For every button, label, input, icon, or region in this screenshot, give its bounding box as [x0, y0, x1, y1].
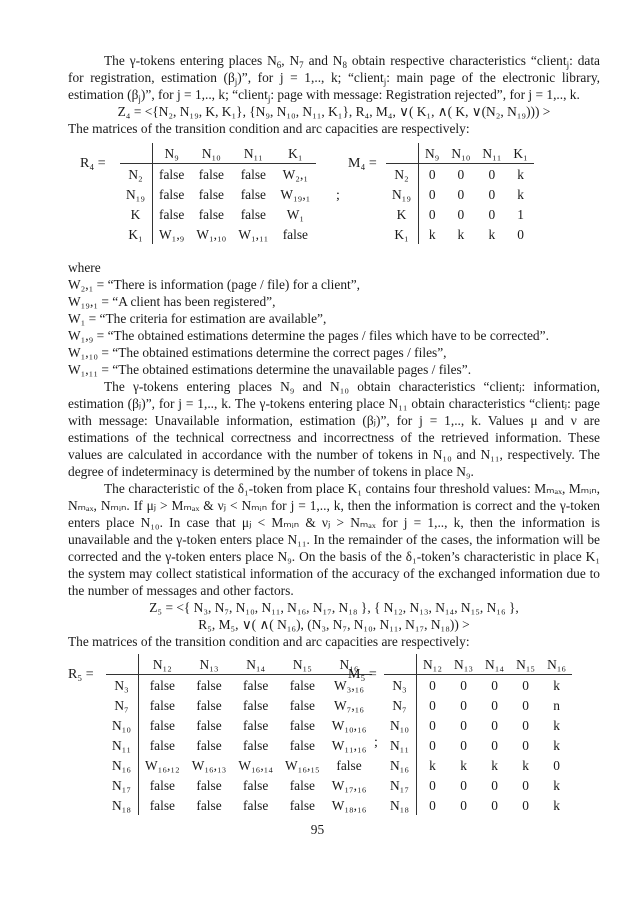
matrix-cell: 0: [522, 717, 529, 733]
formula-z5-line2: R₅, M₅, ∨( ∧( N₁₆), (N₃, N₇, N₁₀, N₁₁, N₁₇, N₁₈)) >: [198, 617, 470, 632]
definition-symbol: W₁,₁₀: [68, 345, 98, 360]
matrix-cell: W₁₁,₁₆: [331, 737, 367, 753]
matrix-row-header: K₁: [386, 224, 419, 244]
matrix-cell: false: [243, 777, 269, 793]
matrix-r4-semicolon: ;: [336, 188, 340, 203]
definition-text: = “The obtained estimations determine the unavailable pages / files”.: [98, 362, 472, 377]
matrix-row: [386, 164, 534, 185]
matrix-row: [384, 795, 572, 815]
matrix-row-header: N₇: [106, 695, 139, 715]
matrix-column-header: N₁₀: [190, 143, 232, 164]
matrix-cell: 0: [488, 166, 496, 182]
matrix-cell: W₁₆,₁₄: [238, 757, 274, 773]
matrix-row-header: N₁₀: [106, 715, 139, 735]
matrix-row: [384, 715, 572, 735]
matrix-row-header: N₁₇: [106, 775, 139, 795]
matrix-cell: false: [196, 737, 222, 753]
matrix-row-header: K: [386, 204, 419, 224]
matrix-row-header: N₁₈: [106, 795, 139, 815]
matrix-cell: 0: [457, 206, 465, 222]
matrix-cell: false: [240, 206, 266, 222]
definition-text: = “The criteria for estimation are available”,: [85, 311, 327, 326]
matrix-cell: 0: [460, 777, 467, 793]
definition-item: [68, 310, 600, 327]
matrix-row: [384, 675, 572, 696]
matrix-cell: false: [149, 777, 175, 793]
matrix-row-header: K: [120, 204, 153, 224]
matrix-cell: false: [243, 697, 269, 713]
matrix-row: [106, 715, 372, 735]
matrix-cell: 0: [491, 797, 498, 813]
matrix-row: [384, 695, 572, 715]
matrix-cell: false: [240, 186, 266, 202]
matrix-column-header: N₉: [153, 143, 191, 164]
definition-symbol: W₁₉,₁: [68, 294, 98, 309]
matrix-cell: W₁₇,₁₆: [331, 777, 367, 793]
matrix-cell: false: [149, 797, 175, 813]
matrix-cell: false: [243, 677, 269, 693]
matrix-corner: [386, 143, 419, 164]
matrix-cell: false: [243, 737, 269, 753]
matrix-row: [384, 775, 572, 795]
matrix-cell: false: [289, 697, 315, 713]
matrix-row: [120, 164, 316, 185]
definition-text: = “A client has been registered”,: [98, 294, 276, 309]
matrix-cell: false: [289, 777, 315, 793]
matrix-cell: false: [282, 226, 308, 242]
matrix-row-header: N₁₈: [384, 795, 417, 815]
matrix-cell: 0: [429, 677, 436, 693]
matrix-cell: false: [149, 717, 175, 733]
matrix-cell: false: [289, 717, 315, 733]
page-body: [68, 52, 600, 846]
definition-text: = “The obtained estimations determine the correct pages / files”,: [98, 345, 447, 360]
matrix-cell: 0: [491, 737, 498, 753]
definition-item: [68, 361, 600, 378]
matrix-cell: false: [149, 677, 175, 693]
matrix-column-header: N₁₅: [510, 654, 541, 675]
matrix-cell: k: [460, 757, 467, 773]
matrix-column-header: N₉: [419, 143, 446, 164]
matrix-column-header: K₁: [507, 143, 533, 164]
matrix-cell: false: [149, 737, 175, 753]
matrix-row-header: N₇: [384, 695, 417, 715]
matrix-row-header: K₁: [120, 224, 153, 244]
matrix-header-row: [106, 654, 372, 675]
matrix-cell: 0: [522, 737, 529, 753]
paragraph-gamma-tokens-n9-n11: The γ-tokens entering places N₉ and N₁₀ obtain characteristics “clientⱼ: information, estimation (βⱼ)”, for j = 1,.., k. The γ-tokens entering place N₁₁ obtain characteristics “clientⱼ: page with message: Unavailable information, estimation (βⱼ)”, for j = 1,.., k. Values μ and ν are estimations of the technical correctness and incorrectness of the retrieved information. These values are calculated in accordance with the number of tokens in N₁₀ and N₁₁, respectively. The degree of indeterminacy is determined by the number of tokens in place N₉.: [68, 379, 600, 479]
matrix-cell: k: [553, 677, 560, 693]
where-label: where: [68, 260, 101, 275]
matrix-cell: W₁₉,₁: [280, 186, 311, 202]
matrix-cell: W₃,₁₆: [334, 677, 365, 693]
matrix-row-header: N₁₀: [384, 715, 417, 735]
matrix-cell: 1: [517, 206, 524, 222]
matrix-row: [384, 755, 572, 775]
matrix-cell: 0: [522, 677, 529, 693]
matrix-cell: false: [198, 186, 224, 202]
matrix-table-m4: [386, 143, 534, 244]
matrix-row-header: N₃: [106, 675, 139, 696]
matrix-column-header: N₁₁: [232, 143, 274, 164]
matrix-row: [106, 795, 372, 815]
definition-symbol: W₁,₉: [68, 328, 94, 343]
matrix-cell: 0: [429, 737, 436, 753]
formula-z4: Z₄ = <{N₂, N₁₉, K, K₁}, {N₉, N₁₀, N₁₁, K₁}, R₄, M₄, ∨( K₁, ∧( K, ∨(N₂, N₁₉))) >: [117, 104, 551, 119]
matrix-cell: 0: [488, 186, 496, 202]
matrix-cell: k: [429, 757, 436, 773]
matrix-cell: 0: [429, 777, 436, 793]
matrices-intro-2: The matrices of the transition condition and arc capacities are respectively:: [68, 634, 470, 649]
matrix-r5-semicolon: ;: [374, 735, 378, 750]
matrix-row: [120, 204, 316, 224]
definition-item: [68, 276, 600, 293]
matrix-cell: W₂,₁: [282, 166, 308, 182]
matrix-cell: false: [196, 797, 222, 813]
matrix-cell: false: [196, 697, 222, 713]
paragraph-gamma-tokens-n6-n8: The γ-tokens entering places $N_6$, $N_7$ and $N_8$ obtain respective characteristics “client$_j$: data for registration, estimation $(\beta_j)$”, for j = 1,.., k; “client$_j$: main page of the electronic library, estimation $(\beta_j)$”, for j = 1,.., k; “client$_j$: page with message: Registration rejected”, for j = 1,.., k.: [68, 53, 600, 104]
matrix-cell: 0: [522, 797, 529, 813]
matrix-cell: 0: [460, 737, 467, 753]
definition-text: = “The obtained estimations determine the pages / files which have to be corrected”.: [93, 328, 549, 343]
matrix-cell: false: [198, 206, 224, 222]
matrix-corner: [384, 654, 417, 675]
matrix-cell: W₁₆,₁₂: [145, 757, 180, 773]
matrix-label-m5: M₅ =: [348, 667, 377, 682]
matrix-cell: k: [428, 226, 436, 242]
matrix-cell: k: [553, 797, 560, 813]
matrix-table-m5: [384, 654, 572, 815]
matrix-cell: false: [196, 777, 222, 793]
matrix-cell: 0: [429, 717, 436, 733]
matrix-column-header: N₁₃: [186, 654, 233, 675]
matrix-row-r4-m4: [68, 143, 600, 255]
definition-symbol: W₂,₁: [68, 277, 94, 292]
matrix-row: [106, 675, 372, 696]
matrix-row-header: N₁₇: [384, 775, 417, 795]
matrix-cell: false: [196, 717, 222, 733]
matrix-cell: false: [336, 757, 362, 773]
matrix-row-r5-m5: [68, 654, 600, 838]
matrix-cell: 0: [491, 777, 498, 793]
matrix-cell: false: [198, 166, 224, 182]
matrix-row: [106, 755, 372, 775]
matrix-cell: k: [488, 226, 496, 242]
matrix-label-m4: M₄ =: [348, 156, 377, 171]
matrix-column-header: N₁₁: [476, 143, 507, 164]
matrix-cell: k: [553, 737, 560, 753]
matrix-header-row: [120, 143, 316, 164]
matrix-cell: 0: [428, 206, 436, 222]
matrix-table-r5: [106, 654, 372, 815]
matrix-cell: 0: [460, 797, 467, 813]
matrix-cell: false: [240, 166, 266, 182]
matrix-column-header: N₁₂: [417, 654, 449, 675]
matrix-label-r4: R₄ =: [80, 156, 106, 171]
definition-symbol: W₁,₁₁: [68, 362, 98, 377]
matrix-cell: 0: [491, 677, 498, 693]
matrix-header-row: [384, 654, 572, 675]
matrix-cell: k: [522, 757, 529, 773]
matrix-cell: 0: [491, 717, 498, 733]
matrix-row: [106, 695, 372, 715]
matrix-column-header: N₁₀: [445, 143, 476, 164]
matrix-cell: W₁,₉: [159, 226, 185, 242]
paragraph-delta-token-thresholds: The characteristic of the δ₁-token from place K₁ contains four threshold values: Mₘₐₓ, Mₘᵢₙ, Nₘₐₓ, Nₘᵢₙ. If μⱼ > Mₘₐₓ & νⱼ < Nₘᵢₙ for j = 1,.., k, then the information is correct and the γ-token enters place N₁₀. In case that μⱼ < Mₘᵢₙ & νⱼ > Nₘₐₓ for j = 1,.., k, then the information is unavailable and the γ-token enters place N₁₁. In the remainder of the cases, the information will be corrected and the γ-token enters place N₉. On the basis of the δ₁-token’s characteristic in place K₁ the system may collect statistical information of the accuracy of the exchanged information due to the number of messages and other factors.: [68, 481, 600, 598]
definition-item: [68, 327, 600, 344]
matrix-r4: [120, 143, 316, 244]
matrix-cell: 0: [429, 697, 436, 713]
matrix-row-header: N₃: [384, 675, 417, 696]
matrix-cell: W₁₀,₁₆: [331, 717, 367, 733]
matrix-header-row: [386, 143, 534, 164]
matrix-cell: false: [289, 797, 315, 813]
matrix-row-header: N₁₉: [386, 184, 419, 204]
matrix-column-header: N₁₂: [139, 654, 186, 675]
matrix-cell: 0: [522, 697, 529, 713]
matrix-cell: false: [159, 166, 185, 182]
matrix-row-header: N₁₁: [106, 735, 139, 755]
matrix-cell: W₁,₁₀: [196, 226, 227, 242]
matrix-cell: 0: [522, 777, 529, 793]
matrix-cell: false: [196, 677, 222, 693]
definitions-list: [68, 276, 600, 378]
matrix-cell: 0: [488, 206, 496, 222]
matrix-cell: 0: [460, 717, 467, 733]
matrix-column-header: N₁₄: [232, 654, 279, 675]
matrix-cell: n: [553, 697, 560, 713]
matrix-row: [106, 775, 372, 795]
matrix-cell: k: [517, 186, 524, 202]
matrix-cell: W₇,₁₆: [334, 697, 365, 713]
matrix-cell: W₁,₁₁: [238, 226, 269, 242]
matrix-row-header: N₁₆: [384, 755, 417, 775]
matrix-cell: W₁₈,₁₆: [331, 797, 367, 813]
definition-item: [68, 344, 600, 361]
matrix-column-header: N₁₆: [541, 654, 572, 675]
matrix-row-header: N₁₁: [384, 735, 417, 755]
matrices-intro-1: The matrices of the transition condition and arc capacities are respectively:: [68, 121, 470, 136]
matrix-m5: [384, 654, 572, 815]
matrix-cell: 0: [457, 166, 465, 182]
matrix-cell: k: [491, 757, 498, 773]
matrix-row: [386, 224, 534, 244]
matrix-cell: 0: [517, 226, 524, 242]
matrix-column-header: N₁₅: [279, 654, 326, 675]
matrix-cell: W₁: [286, 206, 304, 222]
matrix-cell: false: [149, 697, 175, 713]
matrix-cell: W₁₆,₁₃: [191, 757, 227, 773]
matrix-cell: k: [553, 717, 560, 733]
matrix-r5: [106, 654, 372, 815]
matrix-cell: 0: [428, 166, 436, 182]
matrix-label-r5: R₅ =: [68, 667, 94, 682]
matrix-cell: 0: [553, 757, 560, 773]
matrix-cell: 0: [460, 677, 467, 693]
matrix-cell: false: [289, 677, 315, 693]
matrix-cell: false: [159, 206, 185, 222]
matrix-cell: false: [159, 186, 185, 202]
matrix-m4: [386, 143, 534, 244]
matrix-cell: false: [243, 717, 269, 733]
page-number: 95: [310, 822, 325, 837]
matrix-corner: [120, 143, 153, 164]
matrix-cell: 0: [429, 797, 436, 813]
matrix-cell: 0: [457, 186, 465, 202]
matrix-cell: false: [289, 737, 315, 753]
matrix-row: [120, 224, 316, 244]
matrix-cell: k: [457, 226, 465, 242]
matrix-row: [106, 735, 372, 755]
matrix-cell: 0: [428, 186, 436, 202]
matrix-cell: false: [243, 797, 269, 813]
matrix-row: [386, 184, 534, 204]
matrix-cell: k: [517, 166, 524, 182]
matrix-corner: [106, 654, 139, 675]
matrix-cell: 0: [491, 697, 498, 713]
matrix-row-header: N₁₉: [120, 184, 153, 204]
matrix-row-header: N₂: [120, 164, 153, 185]
matrix-cell: 0: [460, 697, 467, 713]
matrix-row-header: N₂: [386, 164, 419, 185]
matrix-row-header: N₁₆: [106, 755, 139, 775]
matrix-cell: W₁₆,₁₅: [285, 757, 320, 773]
matrix-table-r4: [120, 143, 316, 244]
matrix-row: [384, 735, 572, 755]
matrix-row: [386, 204, 534, 224]
definition-text: = “There is information (page / file) for a client”,: [93, 277, 361, 292]
matrix-column-header: K₁: [274, 143, 316, 164]
matrix-column-header: N₁₄: [479, 654, 510, 675]
matrix-column-header: N₁₃: [448, 654, 479, 675]
matrix-row: [120, 184, 316, 204]
matrix-cell: k: [553, 777, 560, 793]
definition-symbol: W₁: [68, 311, 86, 326]
definition-item: [68, 293, 600, 310]
formula-z5-line1: Z₅ = <{ N₃, N₇, N₁₀, N₁₁, N₁₆, N₁₇, N₁₈ }, { N₁₂, N₁₃, N₁₄, N₁₅, N₁₆ },: [149, 600, 519, 615]
matrix-column-header: N₁₆: [326, 654, 373, 675]
